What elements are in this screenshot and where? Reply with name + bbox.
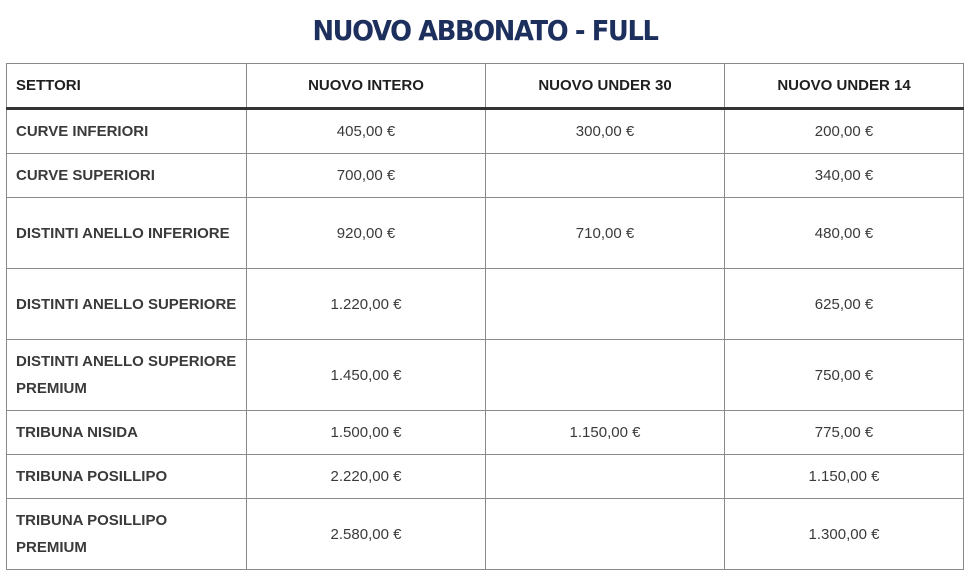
- price-cell: 1.220,00 €: [247, 269, 486, 340]
- sector-cell: DISTINTI ANELLO SUPERIORE: [7, 269, 247, 340]
- price-cell: 920,00 €: [247, 198, 486, 269]
- price-table: [6, 63, 964, 570]
- sector-cell: CURVE INFERIORI: [7, 109, 247, 154]
- sector-cell: DISTINTI ANELLO SUPERIORE PREMIUM: [7, 340, 247, 411]
- price-cell: 750,00 €: [725, 340, 964, 411]
- price-cell: [486, 269, 725, 340]
- price-cell: 2.580,00 €: [247, 499, 486, 570]
- price-cell: 405,00 €: [247, 109, 486, 154]
- price-cell: [486, 499, 725, 570]
- sector-cell: TRIBUNA NISIDA: [7, 411, 247, 455]
- table-row: [7, 198, 964, 269]
- header-nuovo-under-14: NUOVO UNDER 14: [725, 64, 964, 109]
- table-row: [7, 109, 964, 154]
- price-cell: 1.450,00 €: [247, 340, 486, 411]
- price-cell: 480,00 €: [725, 198, 964, 269]
- table-row: [7, 269, 964, 340]
- price-cell: 340,00 €: [725, 154, 964, 198]
- sector-cell: TRIBUNA POSILLIPO PREMIUM: [7, 499, 247, 570]
- sector-cell: CURVE SUPERIORI: [7, 154, 247, 198]
- price-cell: 625,00 €: [725, 269, 964, 340]
- price-cell: 300,00 €: [486, 109, 725, 154]
- page-title: NUOVO ABBONATO - FULL: [312, 14, 658, 47]
- price-cell: [486, 154, 725, 198]
- header-settori: SETTORI: [7, 64, 247, 109]
- table-row: [7, 411, 964, 455]
- price-cell: 775,00 €: [725, 411, 964, 455]
- price-cell: 2.220,00 €: [247, 455, 486, 499]
- price-cell: 700,00 €: [247, 154, 486, 198]
- price-cell: 1.300,00 €: [725, 499, 964, 570]
- price-cell: 1.500,00 €: [247, 411, 486, 455]
- table-row: [7, 340, 964, 411]
- table-row: [7, 499, 964, 570]
- header-nuovo-under-30: NUOVO UNDER 30: [486, 64, 725, 109]
- price-cell: 710,00 €: [486, 198, 725, 269]
- price-cell: 1.150,00 €: [725, 455, 964, 499]
- table-header-row: [7, 64, 964, 109]
- price-cell: [486, 455, 725, 499]
- header-nuovo-intero: NUOVO INTERO: [247, 64, 486, 109]
- sector-cell: DISTINTI ANELLO INFERIORE: [7, 198, 247, 269]
- price-cell: [486, 340, 725, 411]
- price-cell: 200,00 €: [725, 109, 964, 154]
- sector-cell: TRIBUNA POSILLIPO: [7, 455, 247, 499]
- table-row: [7, 154, 964, 198]
- table-row: [7, 455, 964, 499]
- price-cell: 1.150,00 €: [486, 411, 725, 455]
